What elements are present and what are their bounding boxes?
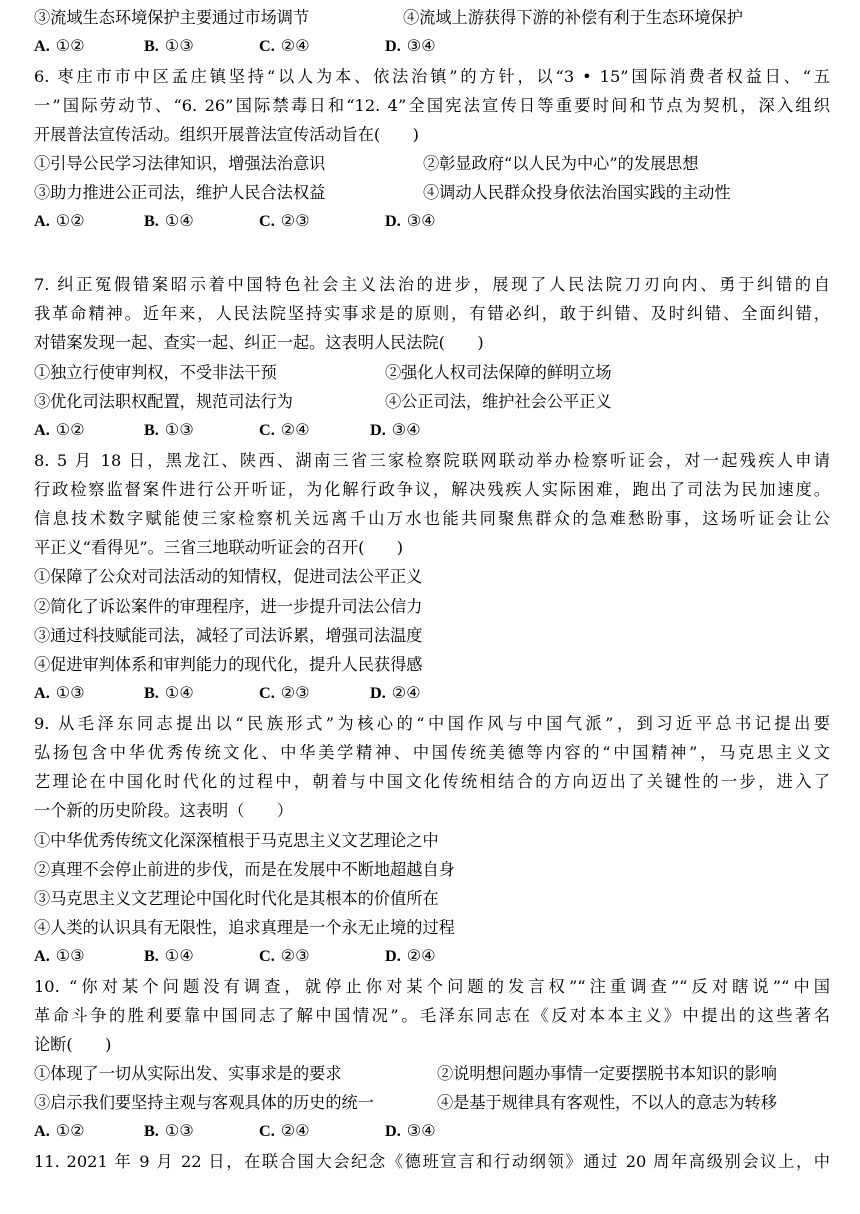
option-4: ④流域上游获得下游的补偿有利于生态环境保护 [403,8,743,27]
q9-option-3: ③马克思主义文艺理论中国化时代化是其根本的价值所在 [34,889,439,908]
q9-option-1: ①中华优秀传统文化深深植根于马克思主义文艺理论之中 [34,831,439,850]
choice-d: D. ③④ [370,421,421,439]
q8-stem-line-3: 信息技术数字赋能使三家检察机关远离千山万水也能共同聚焦群众的急难愁盼事，这场听证会让公 [34,509,830,528]
q9-stem-line-3: 艺理论在中国化时代化的过程中，朝着与中国文化传统相结合的方向迈出了关键性的一步，进入了 [34,772,830,791]
option-4: ④是基于规律具有客观性，不以人的意志为转移 [437,1093,777,1112]
q8-stem-line-2: 行政检察监督案件进行公开听证，为化解行政争议，解决残疾人实际困难，跑出了司法为民加速度。 [34,480,830,499]
q9-option-4: ④人类的认识具有无限性，追求真理是一个永无止境的过程 [34,918,455,937]
option-1: ①独立行使审判权，不受非法干预 [34,363,277,382]
q8-choices [34,679,830,708]
q6-choices [34,207,830,236]
choice-a: A. ①② [34,37,85,55]
q7-choices [34,416,830,445]
choice-b: B. ①③ [144,1122,194,1140]
choice-c: C. ②③ [259,212,310,230]
q7-options-row-1 [34,358,830,387]
option-3: ③流域生态环境保护主要通过市场调节 [34,8,310,27]
carry-options-row [34,3,830,32]
q8-option-1: ①保障了公众对司法活动的知情权，促进司法公平正义 [34,567,423,586]
choice-b: B. ①④ [144,684,194,702]
q6-stem-line-2: 一”国际劳动节、“6. 26”国际禁毒日和“12. 4”全国宪法宣传日等重要时间和节点为契机，深入组织 [34,96,830,115]
q6-stem-line-3: 开展普法宣传活动。组织开展普法宣传活动旨在( ) [34,125,419,144]
q7-stem-line-3: 对错案发现一起、查实一起、纠正一起。这表明人民法院( ) [34,333,484,352]
option-3: ③启示我们要坚持主观与客观具体的历史的统一 [34,1093,374,1112]
q6-options-row-2 [34,178,830,207]
q6-options-row-1 [34,149,830,178]
choice-b: B. ①③ [144,37,194,55]
q7-stem-line-2: 我革命精神。近年来，人民法院坚持实事求是的原则，有错必纠，敢于纠错、及时纠错、全面纠错， [34,304,830,323]
q10-choices [34,1117,830,1146]
q7-stem-line-1: 7. 纠正冤假错案昭示着中国特色社会主义法治的进步，展现了人民法院刀刃向内、勇于纠错的自 [34,275,830,294]
q10-options-row-2 [34,1088,830,1117]
option-4: ④公正司法，维护社会公平正义 [385,392,612,411]
choice-d: D. ③④ [385,37,436,55]
choice-c: C. ②④ [259,37,310,55]
choice-b: B. ①③ [144,421,194,439]
option-2: ②强化人权司法保障的鲜明立场 [385,363,612,382]
q10-stem-line-1: 10. “你对某个问题没有调查，就停止你对某个问题的发言权”“注重调查”“反对瞎说”“中国 [34,977,830,996]
option-2: ②彰显政府“以人民为中心”的发展思想 [423,154,699,173]
option-2: ②说明想问题办事情一定要摆脱书本知识的影响 [437,1064,777,1083]
q8-stem-line-4: 平正义“看得见”。三省三地联动听证会的召开( ) [34,538,404,557]
option-1: ①引导公民学习法律知识，增强法治意识 [34,154,326,173]
carry-choices [34,32,830,61]
choice-d: D. ②④ [370,684,421,702]
option-3: ③优化司法职权配置，规范司法行为 [34,392,293,411]
q8-stem-line-1: 8. 5 月 18 日，黑龙江、陕西、湖南三省三家检察院联网联动举办检察听证会，对一起残疾人申请 [34,451,830,470]
q8-option-2: ②简化了诉讼案件的审理程序，进一步提升司法公信力 [34,597,423,616]
choice-c: C. ②④ [259,421,310,439]
q10-options-row-1 [34,1059,830,1088]
choice-a: A. ①③ [34,684,85,702]
choice-a: A. ①② [34,1122,85,1140]
q9-stem-line-4: 一个新的历史阶段。这表明（ ） [34,801,293,820]
q10-stem-line-2: 革命斗争的胜利要靠中国同志了解中国情况”。毛泽东同志在《反对本本主义》中提出的这些著名 [34,1006,830,1025]
choice-c: C. ②③ [259,947,310,965]
choice-c: C. ②④ [259,1122,310,1140]
choice-c: C. ②③ [259,684,310,702]
choice-d: D. ②④ [385,947,436,965]
q9-stem-line-2: 弘扬包含中华优秀传统文化、中华美学精神、中国传统美德等内容的“中国精神”，马克思主义文 [34,743,830,762]
choice-d: D. ③④ [385,212,436,230]
option-4: ④调动人民群众投身依法治国实践的主动性 [423,183,731,202]
q11-stem-line-1: 11. 2021 年 9 月 22 日，在联合国大会纪念《德班宣言和行动纲领》通过 20 周年高级别会议上，中 [34,1152,830,1171]
option-1: ①体现了一切从实际出发、实事求是的要求 [34,1064,342,1083]
q8-option-4: ④促进审判体系和审判能力的现代化，提升人民获得感 [34,655,423,674]
option-3: ③助力推进公正司法，维护人民合法权益 [34,183,326,202]
choice-d: D. ③④ [385,1122,436,1140]
choice-a: A. ①③ [34,947,85,965]
q6-stem-line-1: 6. 枣庄市市中区孟庄镇坚持“以人为本、依法治镇”的方针，以“3 • 15”国际消费者权益日、“五 [34,67,830,86]
choice-a: A. ①② [34,421,85,439]
choice-b: B. ①④ [144,947,194,965]
q8-option-3: ③通过科技赋能司法，减轻了司法诉累，增强司法温度 [34,626,423,645]
choice-b: B. ①④ [144,212,194,230]
q10-stem-line-3: 论断( ) [34,1035,112,1054]
choice-a: A. ①② [34,212,85,230]
q7-options-row-2 [34,387,830,416]
q9-option-2: ②真理不会停止前进的步伐，而是在发展中不断地超越自身 [34,860,455,879]
q9-stem-line-1: 9. 从毛泽东同志提出以“民族形式”为核心的“中国作风与中国气派”，到习近平总书记提出要 [34,714,830,733]
q9-choices [34,942,830,971]
